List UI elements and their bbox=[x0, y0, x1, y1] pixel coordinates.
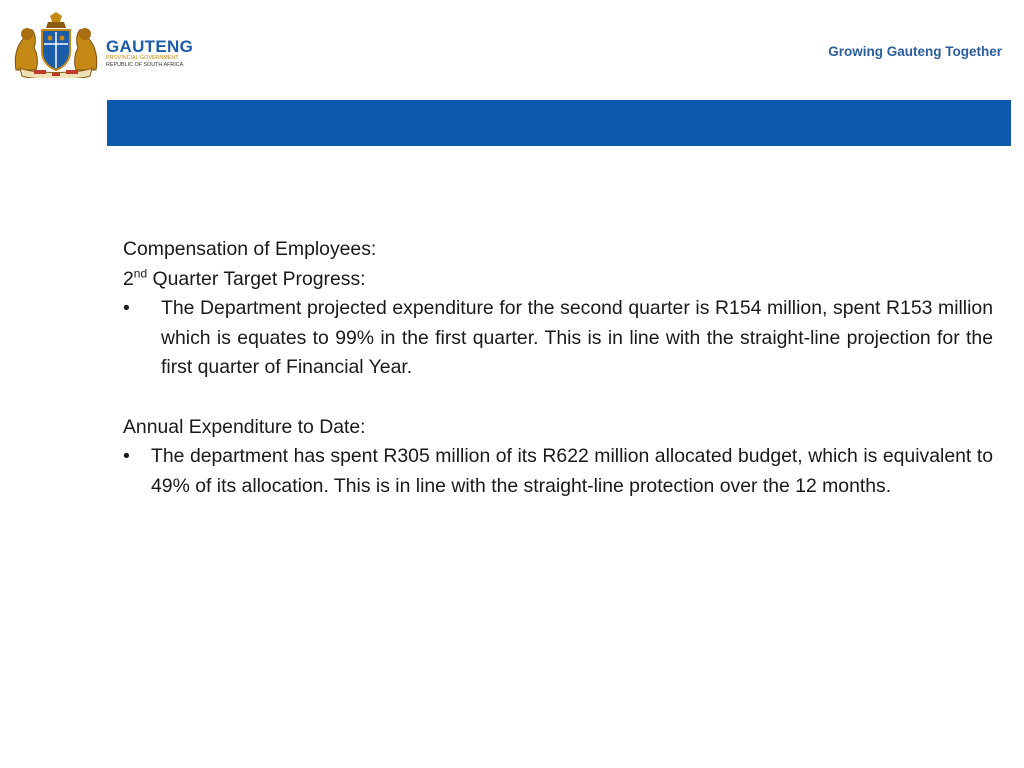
bullet-text-annual: The department has spent R305 million of its R622 million allocated budget, which is equivalent to 49% of its allocation. This is in line with the straight-line protection over the 12 months. bbox=[151, 445, 993, 497]
bullet-marker: • bbox=[123, 445, 130, 468]
quarter-label: Quarter Target Progress: bbox=[147, 267, 366, 290]
gov-wordmark bbox=[106, 38, 206, 68]
gauteng-logo bbox=[10, 12, 200, 80]
slide-content bbox=[123, 235, 993, 501]
quarter-ordinal: nd bbox=[133, 266, 148, 281]
tagline: Growing Gauteng Together bbox=[828, 44, 1002, 59]
title-banner bbox=[107, 100, 1011, 146]
bullet-marker: • bbox=[123, 297, 130, 320]
section-title-annual: Annual Expenditure to Date: bbox=[123, 415, 366, 438]
gov-name: GAUTENG bbox=[106, 37, 194, 56]
section-title-compensation: Compensation of Employees: bbox=[123, 238, 377, 260]
bullet-annual-expenditure bbox=[123, 442, 993, 501]
section-subtitle-quarter bbox=[123, 265, 993, 295]
spacer bbox=[123, 383, 993, 413]
quarter-number: 2 bbox=[123, 267, 134, 290]
gov-subtitle-country: REPUBLIC OF SOUTH AFRICA bbox=[106, 61, 184, 68]
coat-of-arms-icon bbox=[10, 12, 102, 78]
gov-subtitle-provincial: PROVINCIAL GOVERNMENT bbox=[106, 55, 179, 61]
bullet-text-quarter: The Department projected expenditure for the second quarter is R154 million, spent R153 million which is equates to 99% in the first quarter. This is in line with the straight-line projection for the first quarter of Financial Year. bbox=[161, 297, 993, 379]
bullet-quarter-progress bbox=[123, 294, 993, 383]
